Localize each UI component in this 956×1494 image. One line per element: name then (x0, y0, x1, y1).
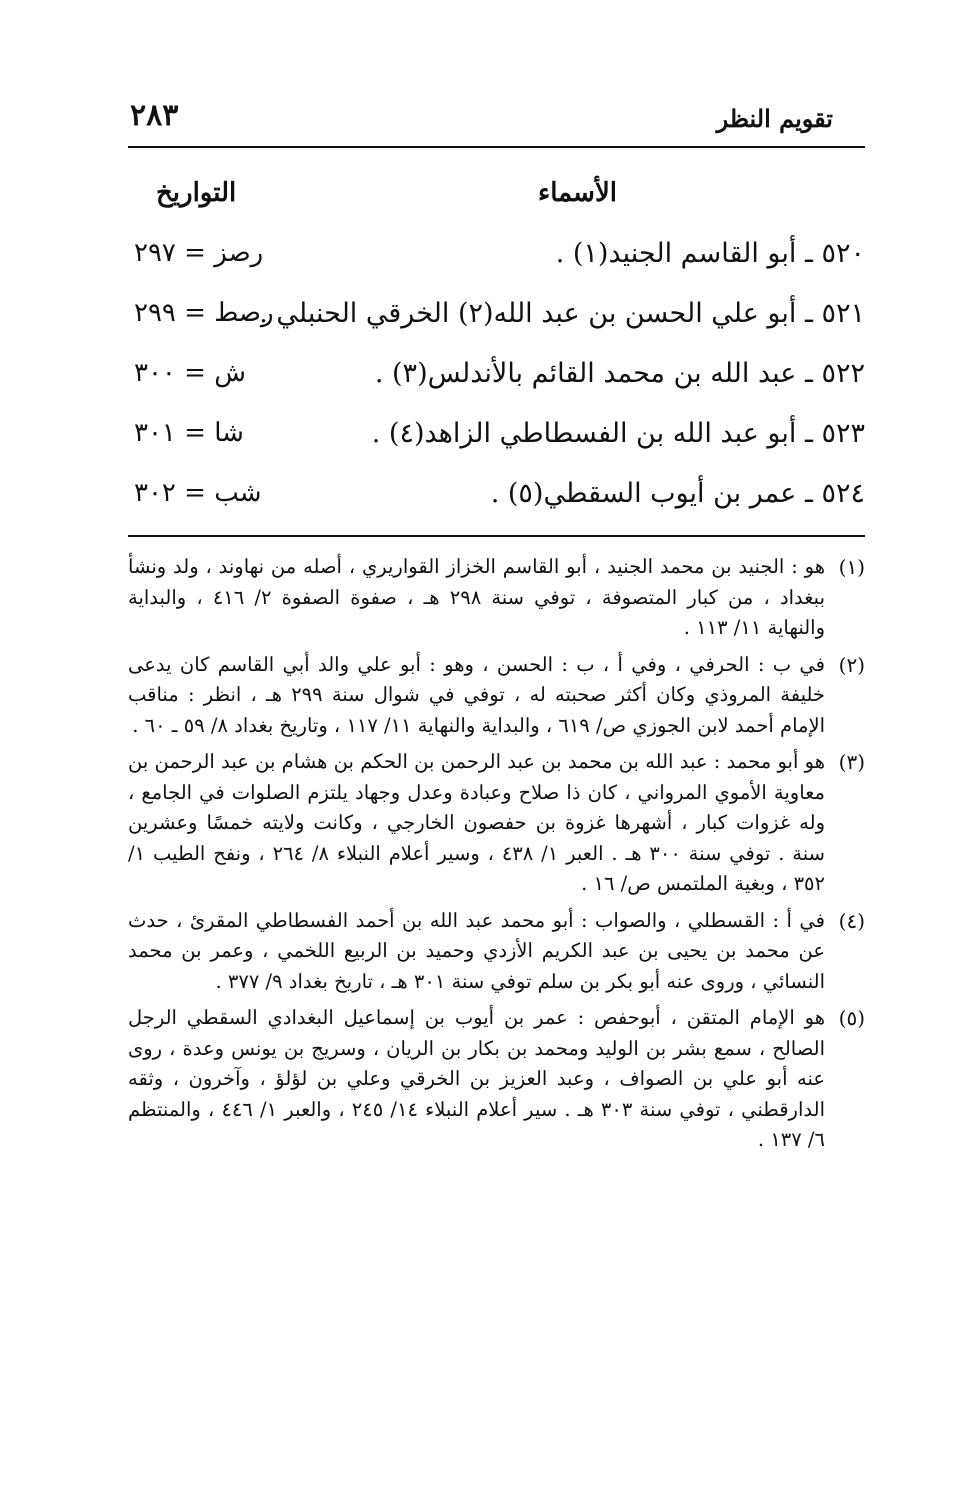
footnotes (128, 552, 865, 1162)
page-number: ٢٨٣ (130, 98, 179, 133)
footnote-marker: (٣) (838, 750, 865, 774)
names-column-heading: الأسماء (537, 178, 617, 208)
entry-date: شا = ٣٠١ (134, 418, 244, 448)
entry-name: ٥٢١ ـ أبو علي الحسن بن عبد الله(٢) الخرقي الحنبلي . (259, 298, 865, 329)
entry-date: رصط = ٢٩٩ (134, 298, 274, 328)
entry-date: رصز = ٢٩٧ (134, 238, 264, 268)
footnote (128, 906, 865, 998)
footnote-marker: (٥) (838, 1006, 865, 1030)
table-row (128, 414, 865, 474)
footnote (128, 1003, 865, 1156)
footnote-marker: (١) (838, 555, 865, 579)
table-row (128, 354, 865, 414)
entry-date: شب = ٣٠٢ (134, 478, 262, 508)
footnote-text: هو الإمام المتقن ، أبوحفص : عمر بن أيوب بن إسماعيل البغدادي السقطي الرجل الصالح ، سمع بشر بن الوليد ومحمد بن بكار بن الريان ، وسريج بن يونس وعدة ، روى عنه أبو علي بن الصواف ، وعبد العزيز بن الخرقي وعلي بن لؤلؤ ، وآخرون ، وثقه الدارقطني ، توفي سنة ٣٠٣ هـ . سير أعلام النبلاء ١٤/ ٢٤٥ ، والعبر ١/ ٤٤٦ ، والمنتظم ٦/ ١٣٧ . (128, 1006, 825, 1151)
table-row (128, 294, 865, 354)
header-rule (128, 146, 865, 148)
entry-date: ش = ٣٠٠ (134, 358, 246, 388)
entry-name: ٥٢٢ ـ عبد الله بن محمد القائم بالأندلس(٣) . (374, 358, 865, 389)
running-head: تقويم النظر (716, 104, 833, 133)
footnote-text: في ب : الحرفي ، وفي أ ، ب : الحسن ، وهو : أبو علي والد أبي القاسم كان يدعى خليفة المروذي وكان أكثر صحبته له ، توفي في شوال سنة ٢٩٩ هـ ، انظر : مناقب الإمام أحمد لابن الجوزي ص/ ٦١٩ ، والبداية والنهاية ١١/ ١١٧ ، وتاريخ بغداد ٨/ ٥٩ ـ ٦٠ . (128, 652, 825, 737)
footnote (128, 552, 865, 644)
footnote-text: هو : الجنيد بن محمد الجنيد ، أبو القاسم الخزاز القواريري ، أصله من نهاوند ، ولد ونشأ ببغداد ، من كبار المتصوفة ، توفي سنة ٢٩٨ هـ ، صفوة الصفوة ٢/ ٤١٦ ، والبداية والنهاية ١١/ ١١٣ . (128, 555, 825, 639)
table-row (128, 234, 865, 294)
entry-name: ٥٢٤ ـ عمر بن أيوب السقطي(٥) . (490, 478, 865, 509)
entry-name: ٥٢٣ ـ أبو عبد الله بن الفسطاطي الزاهد(٤) . (371, 418, 865, 449)
footnote-separator-rule (128, 535, 865, 537)
footnote (128, 650, 865, 742)
table-row (128, 474, 865, 534)
entry-name: ٥٢٠ ـ أبو القاسم الجنيد(١) . (555, 238, 865, 269)
footnote-text: في أ : القسطلي ، والصواب : أبو محمد عبد الله بن أحمد الفسطاطي المقرئ ، حدث عن محمد بن يحيى بن عبد الكريم الأزدي وحميد بن الربيع اللخمي ، وعمر بن محمد النسائي ، وروى عنه أبو بكر بن سلم توفي سنة ٣٠١ هـ ، تاريخ بغداد ٩/ ٣٧٧ . (128, 908, 825, 993)
dates-column-heading: التواريخ (156, 178, 237, 208)
footnote-marker: (٢) (838, 652, 865, 677)
footnote-marker: (٤) (838, 908, 865, 933)
entries-table (128, 234, 865, 534)
footnote (128, 747, 865, 900)
table-column-headings (128, 178, 865, 218)
footnote-text: هو أبو محمد : عبد الله بن محمد بن عبد الرحمن بن الحكم بن هشام بن عبد الرحمن بن معاوية الأموي المرواني ، كان ذا صلاح وعبادة وعدل وجهاد يلتزم الصلوات في الجامع ، وله غزوات كبار ، أشهرها غزوة بن حفصون الخارجي ، وكانت ولايته خمسًا وعشرين سنة . توفي سنة ٣٠٠ هـ . العبر ١/ ٤٣٨ ، وسير أعلام النبلاء ٨/ ٢٦٤ ، ونفح الطيب ١/ ٣٥٢ ، وبغية الملتمس ص/ ١٦ . (128, 750, 825, 895)
